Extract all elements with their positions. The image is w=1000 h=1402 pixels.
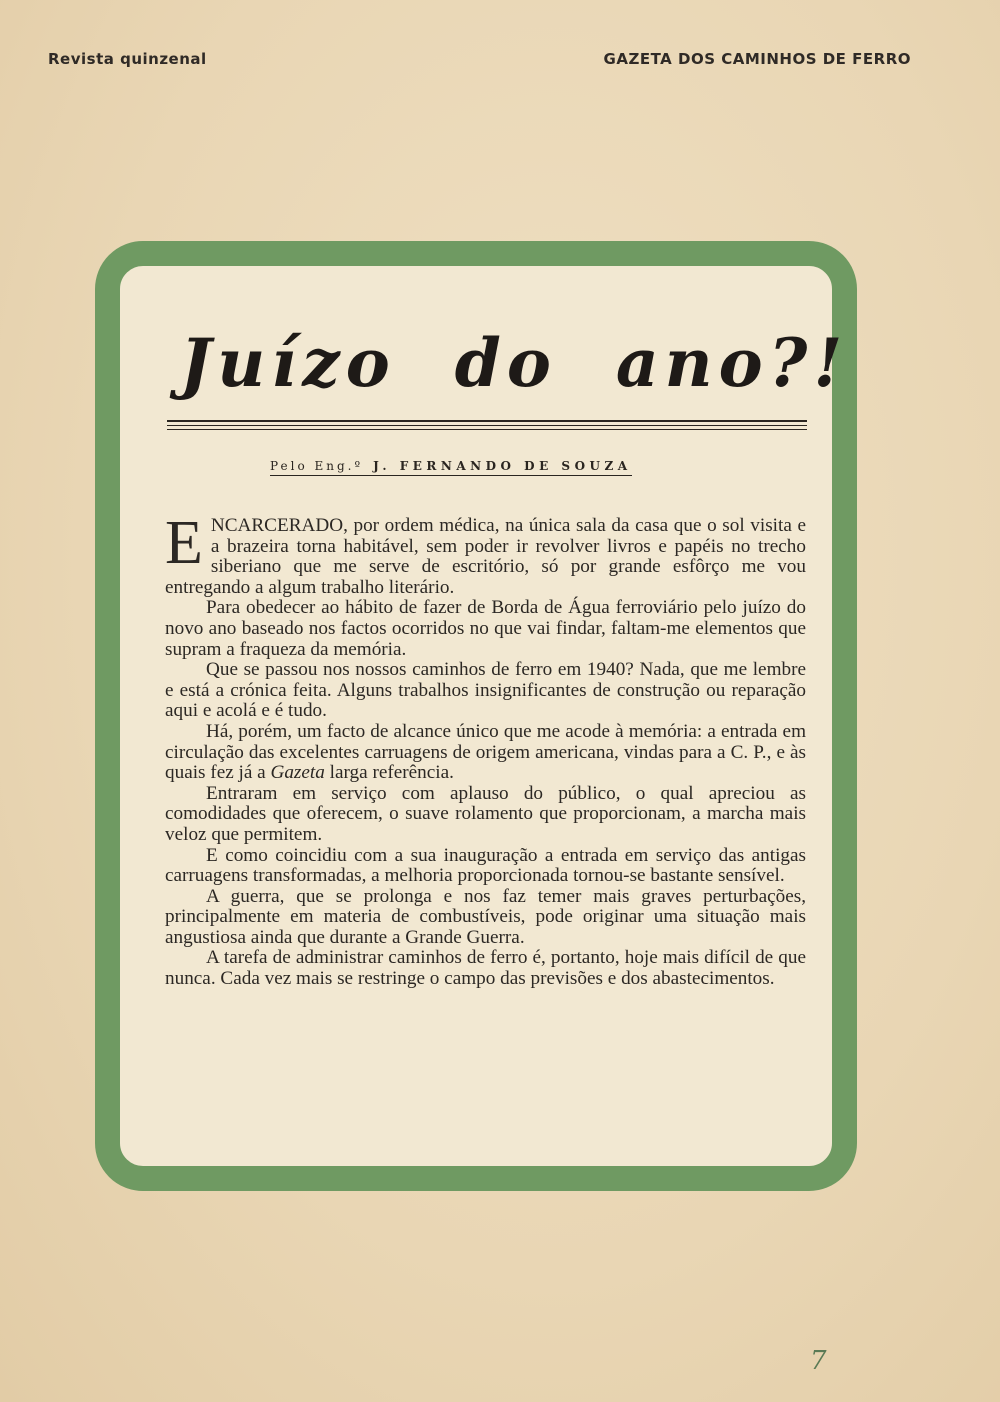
paragraph-5: Entraram em serviço com aplauso do público, o qual apreciou as comodidades que oferecem, o suave rolamento que proporcionam, a marcha mais veloz que permitem. (165, 782, 806, 845)
paragraph-4: Há, porém, um facto de alcance único que me acode à memória: a entrada em circulação das excelentes carruagens de origem americana, vindas para a C. P., e às quais fez já a Gazeta larga referência. (165, 720, 806, 784)
paragraph-1-text: NCARCERADO, por ordem médica, na única sala da casa que o sol visita e a brazeira torna habitável, sem poder ir revolver livros e papéis no trecho siberiano que me serve de escritório, só por grande esfôrço me vou entregando a algum trabalho literário. (165, 515, 806, 598)
page-number: 7 (810, 1346, 827, 1376)
article-frame (95, 241, 857, 1191)
drop-cap: E (165, 509, 203, 577)
byline-prefix: Pelo Eng.º (270, 459, 364, 473)
paragraph-1 (165, 509, 806, 598)
article-body (165, 509, 806, 990)
paragraph-3: Que se passou nos nossos caminhos de ferro em 1940? Nada, que me lembre e está a crónica feita. Alguns trabalhos insignificantes de construção ou reparação aqui e acolá e é tudo. (165, 659, 806, 722)
paragraph-2: Para obedecer ao hábito de fazer de Borda de Água ferroviário pelo juízo do novo ano baseado nos factos ocorridos no que vai findar, faltam-me elementos que supram a fraqueza da memória. (165, 597, 806, 660)
article-title: Juízo do ano?! (180, 324, 849, 402)
running-head-left: Revista quinzenal (48, 50, 207, 68)
running-head-right: GAZETA DOS CAMINHOS DE FERRO (603, 50, 911, 68)
byline (270, 459, 632, 476)
paragraph-8: A tarefa de administrar caminhos de ferro é, portanto, hoje mais difícil de que nunca. Cada vez mais se restringe o campo das previsões e dos abastecimentos. (165, 947, 806, 990)
byline-author: J. FERNANDO DE SOUZA (373, 459, 632, 473)
paragraph-7: A guerra, que se prolonga e nos faz temer mais graves perturbações, principalmente em materia de combustíveis, pode originar uma situação mais angustiosa ainda que durante a Grande Guerra. (165, 885, 806, 948)
journal-name: Gazeta (270, 762, 325, 784)
paragraph-6: E como coincidiu com a sua inauguração a entrada em serviço das antigas carruagens transformadas, a melhoria proporcionada tornou-se bastante sensível. (165, 844, 806, 887)
title-rule (167, 420, 807, 430)
